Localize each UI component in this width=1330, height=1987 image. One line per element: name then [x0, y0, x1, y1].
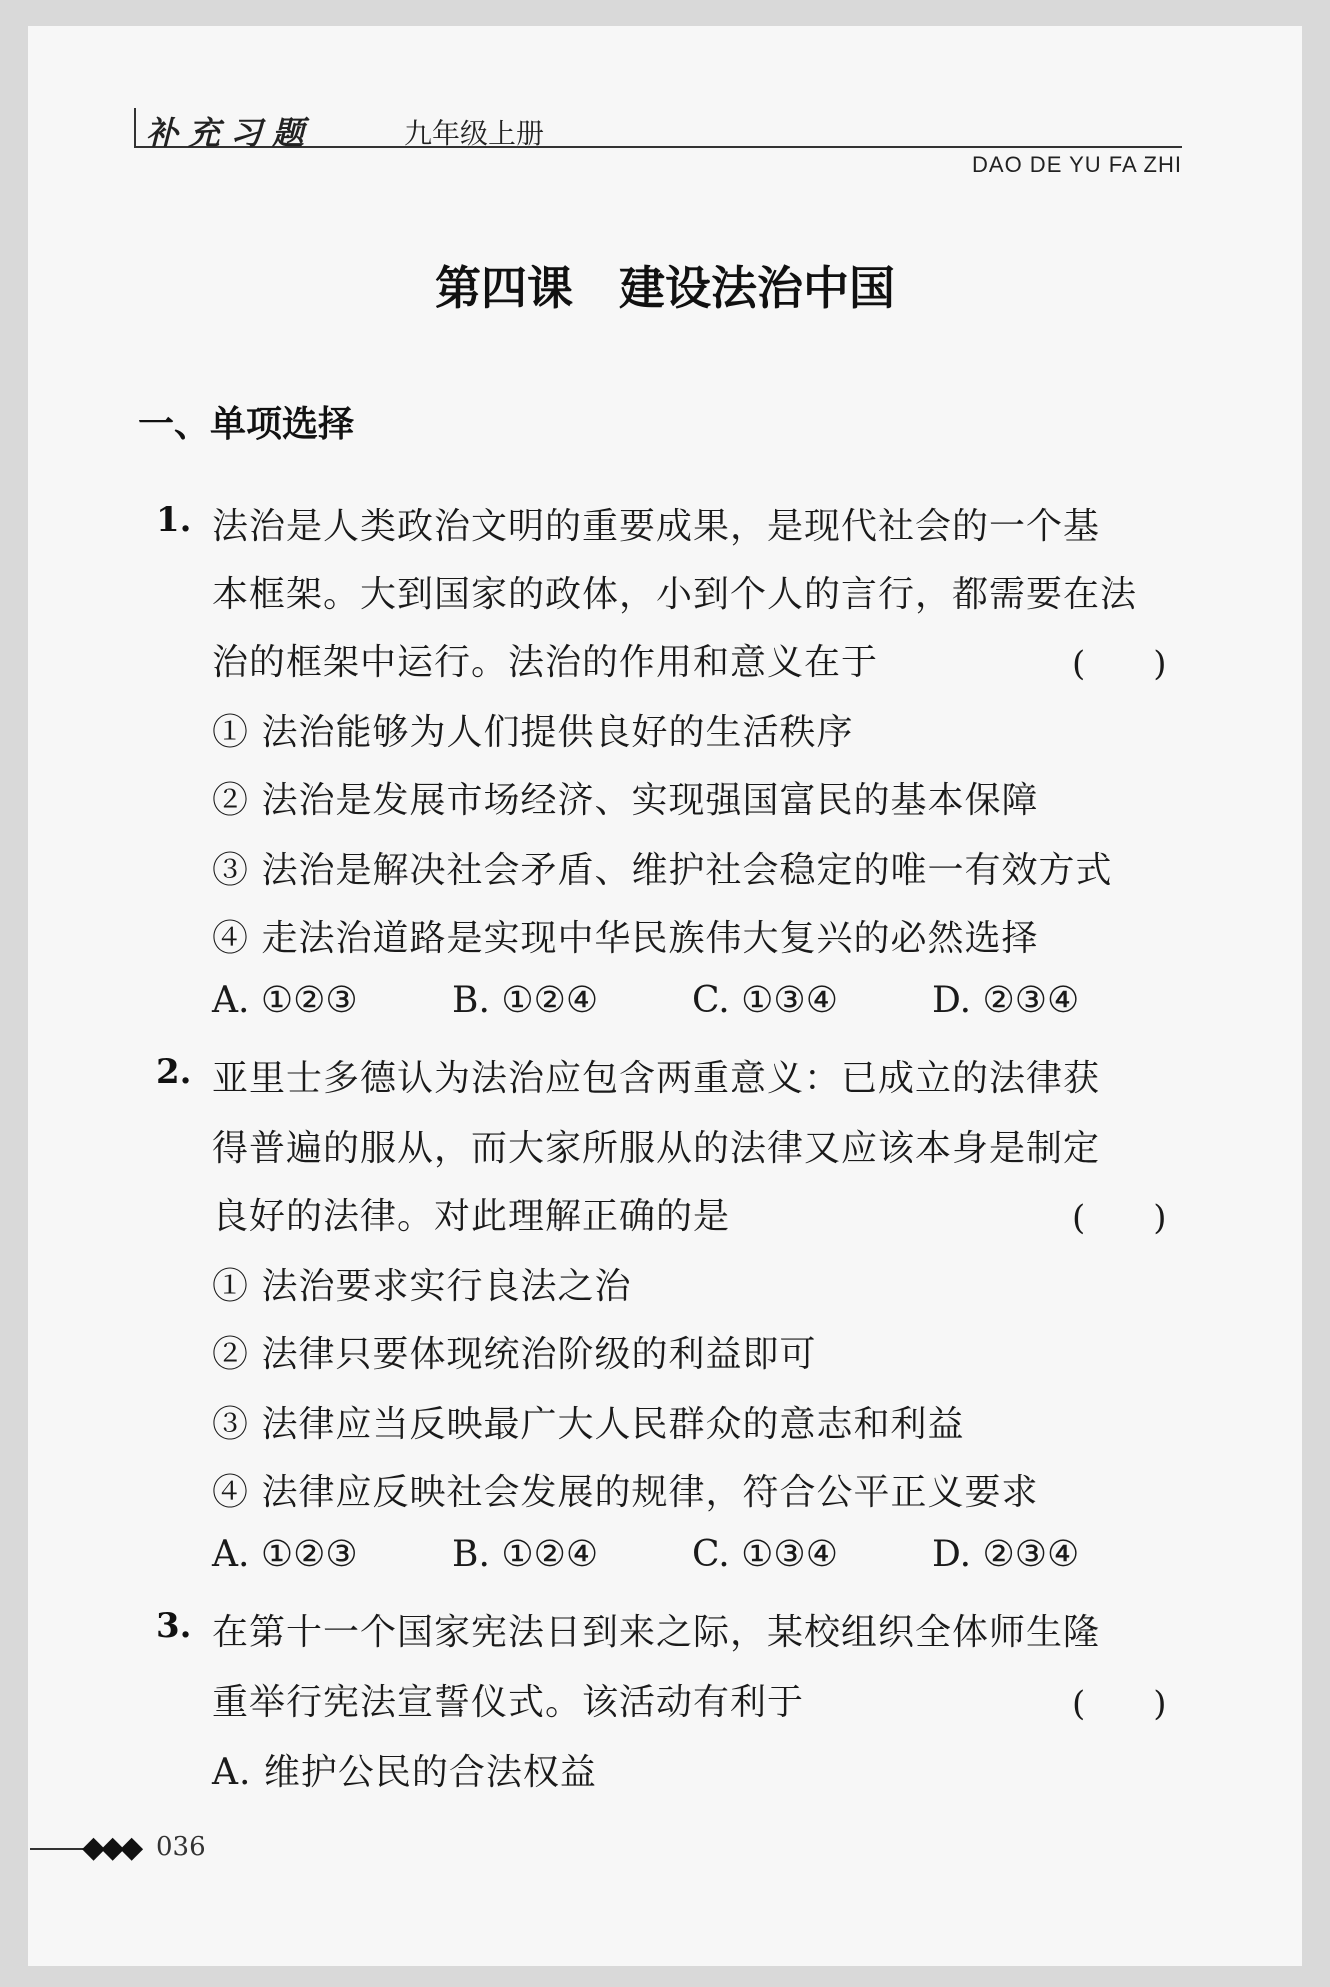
- option-line: ② 法律只要体现统治阶级的利益即可: [212, 1334, 817, 1375]
- answer-choices: [212, 1534, 1182, 1578]
- answer-bracket: ( ): [1072, 1684, 1167, 1724]
- answer-choice: D. ②③④: [932, 980, 1080, 1021]
- diamond-icon: ◆◆◆: [82, 1830, 140, 1865]
- answer-choice: C. ①③④: [692, 1534, 838, 1575]
- answer-choice: A. ①②③: [212, 980, 358, 1021]
- answer-choice: B. ①②④: [452, 1534, 599, 1575]
- answer-bracket: ( ): [1072, 644, 1167, 684]
- answer-choice: C. ①③④: [692, 980, 838, 1021]
- option-line: A. 维护公民的合法权益: [212, 1752, 597, 1793]
- answer-choice: B. ①②④: [452, 980, 599, 1021]
- answer-choices: [212, 980, 1182, 1024]
- option-line: ④ 法律应反映社会发展的规律，符合公平正义要求: [212, 1472, 1039, 1513]
- question-stem-line: 亚里士多德认为法治应包含两重意义：已成立的法律获: [212, 1058, 1101, 1099]
- question-stem-line: 重举行宪法宣誓仪式。该活动有利于: [212, 1682, 805, 1723]
- question-number: 2.: [156, 1052, 192, 1092]
- question-stem-line: 治的框架中运行。法治的作用和意义在于: [212, 642, 879, 683]
- option-line: ③ 法律应当反映最广大人民群众的意志和利益: [212, 1404, 965, 1445]
- question-number: 3.: [156, 1606, 192, 1646]
- option-line: ③ 法治是解决社会矛盾、维护社会稳定的唯一有效方式: [212, 850, 1113, 891]
- option-line: ① 法治能够为人们提供良好的生活秩序: [212, 712, 854, 753]
- question-stem-line: 良好的法律。对此理解正确的是: [212, 1196, 731, 1237]
- option-line: ① 法治要求实行良法之治: [212, 1266, 632, 1307]
- answer-choice: D. ②③④: [932, 1534, 1080, 1575]
- question-stem-line: 本框架。大到国家的政体，小到个人的言行，都需要在法: [212, 574, 1138, 615]
- answer-choice: A. ①②③: [212, 1534, 358, 1575]
- question-stem-line: 法治是人类政治文明的重要成果，是现代社会的一个基: [212, 506, 1101, 547]
- grade-label: 九年级上册: [404, 117, 545, 150]
- subject-label: DAO DE YU FA ZHI: [972, 152, 1182, 177]
- question-stem-line: 在第十一个国家宪法日到来之际，某校组织全体师生隆: [212, 1612, 1101, 1653]
- question-stem-line: 得普遍的服从，而大家所服从的法律又应该本身是制定: [212, 1128, 1101, 1169]
- page-number: 036: [156, 1832, 206, 1862]
- series-title: 补充习题: [146, 114, 315, 152]
- lesson-title: 第四课 建设法治中国: [435, 261, 895, 315]
- option-line: ④ 走法治道路是实现中华民族伟大复兴的必然选择: [212, 918, 1039, 959]
- section-title: 一、单项选择: [138, 404, 355, 445]
- option-line: ② 法治是发展市场经济、实现强国富民的基本保障: [212, 780, 1039, 821]
- answer-bracket: ( ): [1072, 1198, 1167, 1238]
- footer-rule: [30, 1848, 86, 1850]
- question-number: 1.: [156, 500, 192, 540]
